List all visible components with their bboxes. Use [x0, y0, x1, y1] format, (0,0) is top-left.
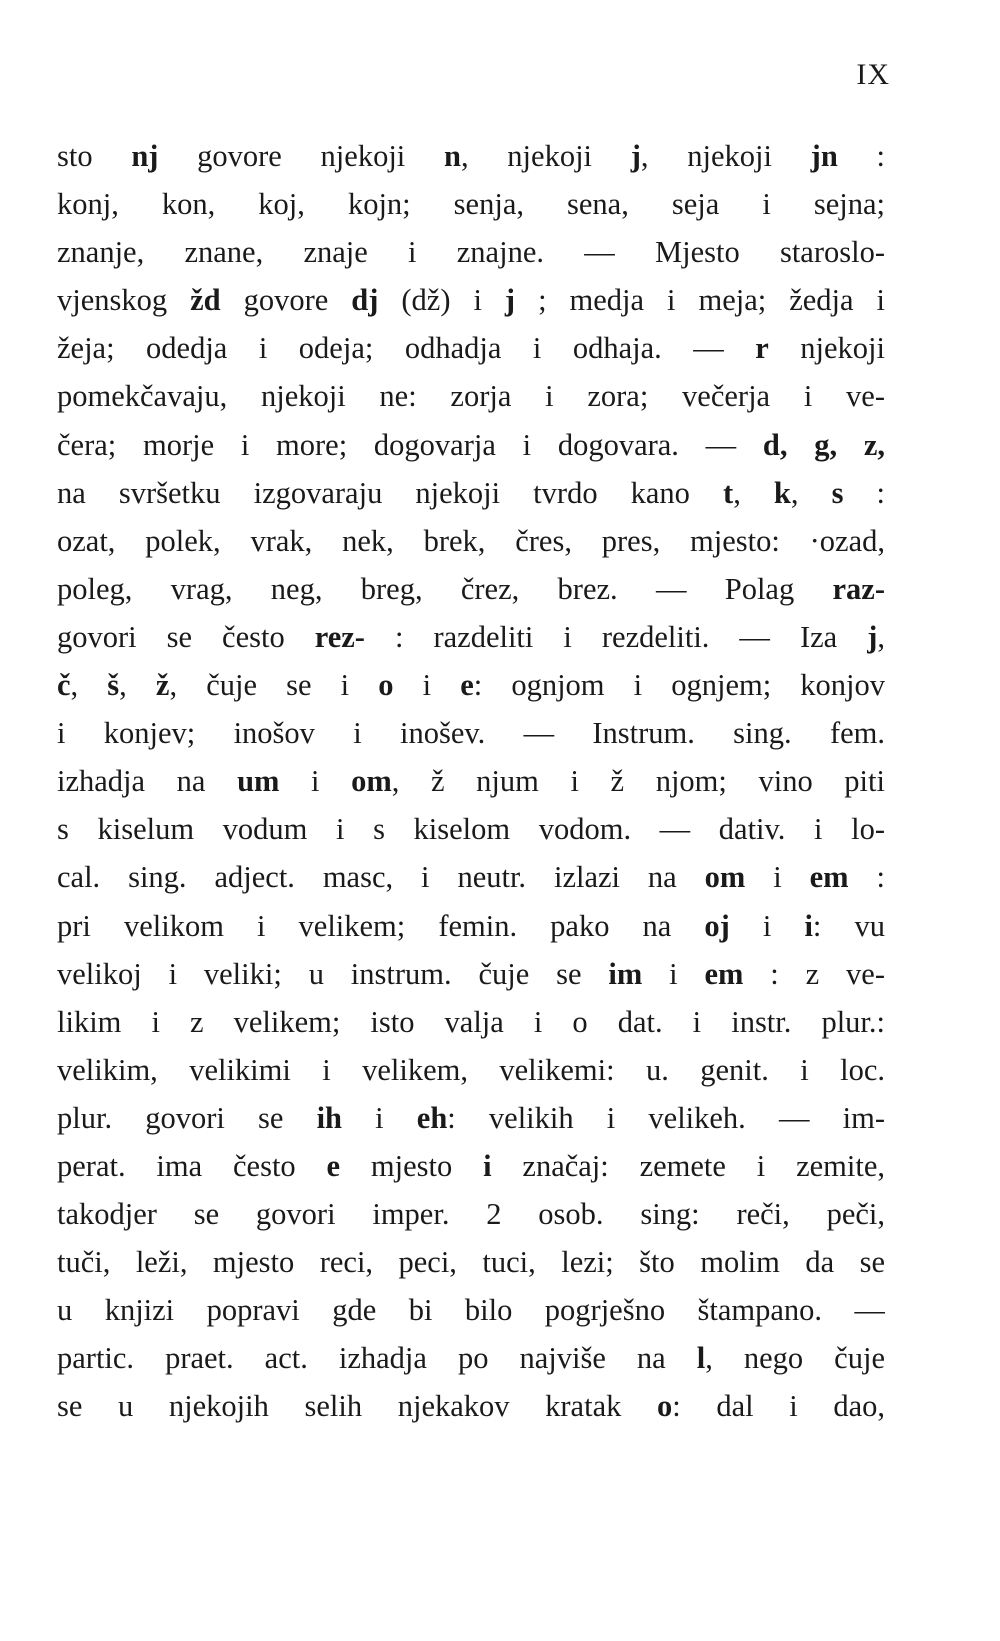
text-line — [57, 998, 885, 1046]
text-segment: značaj: zemete i zemite, — [491, 1148, 885, 1183]
bold-text-segment: d, g, z, — [762, 427, 885, 462]
text-segment: i konjev; inošov i inošev. — Instrum. sing. fem. — [57, 716, 885, 751]
text-line — [57, 902, 885, 950]
bold-text-segment: om — [351, 764, 392, 799]
text-segment: plur. govori se — [57, 1100, 317, 1135]
text-segment: i — [279, 764, 352, 799]
text-segment: i — [745, 860, 810, 895]
text-segment: konj, kon, koj, kojn; senja, sena, seja i sejna; — [57, 187, 885, 222]
text-line — [57, 421, 885, 469]
bold-text-segment: e — [460, 668, 474, 703]
text-line — [57, 709, 885, 757]
bold-text-segment: i — [804, 908, 813, 943]
text-segment: , — [119, 668, 156, 703]
text-line — [57, 1238, 885, 1286]
text-segment: : — [837, 139, 885, 173]
text-segment: , njekoji — [460, 139, 631, 173]
bold-text-segment: rez- — [314, 619, 365, 654]
text-line — [57, 757, 885, 805]
text-segment: mjesto — [340, 1148, 484, 1183]
text-segment: , — [733, 475, 774, 510]
bold-text-segment: dj — [351, 283, 379, 318]
bold-text-segment: em — [704, 956, 744, 991]
text-line — [57, 1046, 885, 1094]
text-line — [57, 805, 885, 853]
text-line — [57, 469, 885, 517]
text-segment: cal. sing. adject. masc, i neutr. izlazi na — [57, 860, 705, 895]
text-line — [57, 517, 885, 565]
bold-text-segment: raz- — [832, 571, 885, 606]
text-segment: na svršetku izgovaraju njekoji tvrdo kano — [57, 475, 724, 510]
bold-text-segment: im — [608, 956, 643, 991]
text-line — [57, 1334, 885, 1382]
text-segment: , ž njum i ž njom; vino piti — [391, 764, 885, 799]
text-line — [57, 324, 885, 372]
text-segment: i — [393, 668, 461, 703]
text-segment: govore njekoji — [158, 139, 444, 173]
text-segment: : velikih i velikeh. — im- — [447, 1100, 885, 1135]
text-segment: : — [843, 475, 885, 510]
text-line — [57, 661, 885, 709]
text-segment: s kiselum vodum i s kiselom vodom. — dativ. i lo- — [57, 812, 885, 847]
text-segment: ozat, polek, vrak, nek, brek, čres, pres, mjesto: ·ozad, — [57, 523, 885, 558]
text-line — [57, 613, 885, 661]
page-number: IX — [856, 58, 890, 91]
bold-text-segment: l — [696, 1341, 706, 1376]
text-line — [57, 565, 885, 613]
bold-text-segment: j — [630, 139, 641, 173]
text-segment: velikim, velikimi i velikem, velikemi: u. genit. i loc. — [57, 1052, 885, 1087]
text-segment: likim i z velikem; isto valja i o dat. i instr. plur.: — [57, 1004, 885, 1039]
bold-text-segment: jn — [810, 139, 838, 173]
bold-text-segment: i — [483, 1148, 492, 1183]
text-segment: : vu — [812, 908, 885, 943]
bold-text-segment: om — [704, 860, 746, 895]
text-segment: perat. ima često — [57, 1148, 327, 1183]
text-line — [57, 853, 885, 901]
text-segment: i — [729, 908, 805, 943]
text-line — [57, 1142, 885, 1190]
text-segment: i — [642, 956, 705, 991]
text-line — [57, 1286, 885, 1334]
text-segment: : — [848, 860, 885, 895]
text-segment: govori se često — [57, 619, 315, 654]
text-segment: čera; morje i more; dogovarja i dogovara. — — [57, 427, 763, 462]
text-segment: njekoji — [768, 331, 885, 366]
text-line — [57, 950, 885, 998]
text-segment: , njekoji — [640, 139, 811, 173]
text-segment: vjenskog — [57, 283, 191, 318]
text-segment: poleg, vrag, neg, breg, črez, brez. — Polag — [57, 571, 833, 606]
text-segment: govore — [220, 283, 352, 318]
text-segment: se u njekojih selih njekakov kratak — [57, 1389, 657, 1424]
text-line — [57, 1190, 885, 1238]
text-segment: (dž) i — [378, 283, 505, 318]
bold-text-segment: o — [378, 668, 394, 703]
text-segment: ; medja i meja; žedja i — [515, 283, 885, 318]
text-segment: : razdeliti i rezdeliti. — Iza — [364, 619, 868, 654]
text-segment: velikoj i veliki; u instrum. čuje se — [57, 956, 609, 991]
bold-text-segment: r — [755, 331, 769, 366]
bold-text-segment: žd — [190, 283, 221, 318]
bold-text-segment: oj — [704, 908, 730, 943]
text-segment: : ognjom i ognjem; konjov — [473, 668, 885, 703]
text-segment: , — [790, 475, 832, 510]
text-segment: : z ve- — [743, 956, 885, 991]
text-segment: takodjer se govori imper. 2 osob. sing: reči, peči, — [57, 1197, 885, 1232]
bold-text-segment: nj — [131, 139, 159, 173]
bold-text-segment: eh — [416, 1100, 448, 1135]
text-segment: , — [877, 619, 885, 654]
text-segment: znanje, znane, znaje i znajne. — Mjesto staroslo- — [57, 235, 885, 270]
text-line — [57, 1382, 885, 1430]
text-line — [57, 228, 885, 276]
text-segment: , čuje se i — [169, 668, 379, 703]
bold-text-segment: em — [809, 860, 849, 895]
bold-text-segment: o — [657, 1389, 673, 1424]
text-segment: i — [342, 1100, 417, 1135]
bold-text-segment: š — [107, 668, 120, 703]
body-text — [57, 132, 885, 1431]
bold-text-segment: um — [237, 764, 280, 799]
text-segment: partic. praet. act. izhadja po najviše na — [57, 1341, 697, 1376]
text-segment: u knjizi popravi gde bi bilo pogrješno štampano. — — [57, 1293, 885, 1328]
bold-text-segment: j — [504, 283, 516, 318]
text-segment: pri velikom i velikem; femin. pako na — [57, 908, 705, 943]
text-line — [57, 180, 885, 228]
bold-text-segment: ž — [155, 668, 170, 703]
text-segment: sto — [57, 139, 132, 173]
text-segment: izhadja na — [57, 764, 238, 799]
text-line — [57, 276, 885, 324]
bold-text-segment: č — [57, 668, 71, 703]
bold-text-segment: k — [773, 475, 791, 510]
text-line — [57, 372, 885, 420]
bold-text-segment: s — [831, 475, 844, 510]
text-segment: , — [70, 668, 108, 703]
text-segment: : dal i dao, — [672, 1389, 885, 1424]
text-segment: , nego čuje — [705, 1341, 885, 1376]
text-line — [57, 132, 885, 180]
bold-text-segment: j — [867, 619, 878, 654]
bold-text-segment: ih — [316, 1100, 343, 1135]
text-segment: tuči, leži, mjesto reci, peci, tuci, lezi; što molim da se — [57, 1245, 885, 1280]
bold-text-segment: n — [444, 139, 461, 173]
bold-text-segment: e — [326, 1148, 341, 1183]
text-segment: žeja; odedja i odeja; odhadja i odhaja. — — [57, 331, 756, 366]
text-line — [57, 1094, 885, 1142]
text-segment: pomekčavaju, njekoji ne: zorja i zora; večerja i ve- — [57, 379, 885, 414]
bold-text-segment: t — [723, 475, 734, 510]
